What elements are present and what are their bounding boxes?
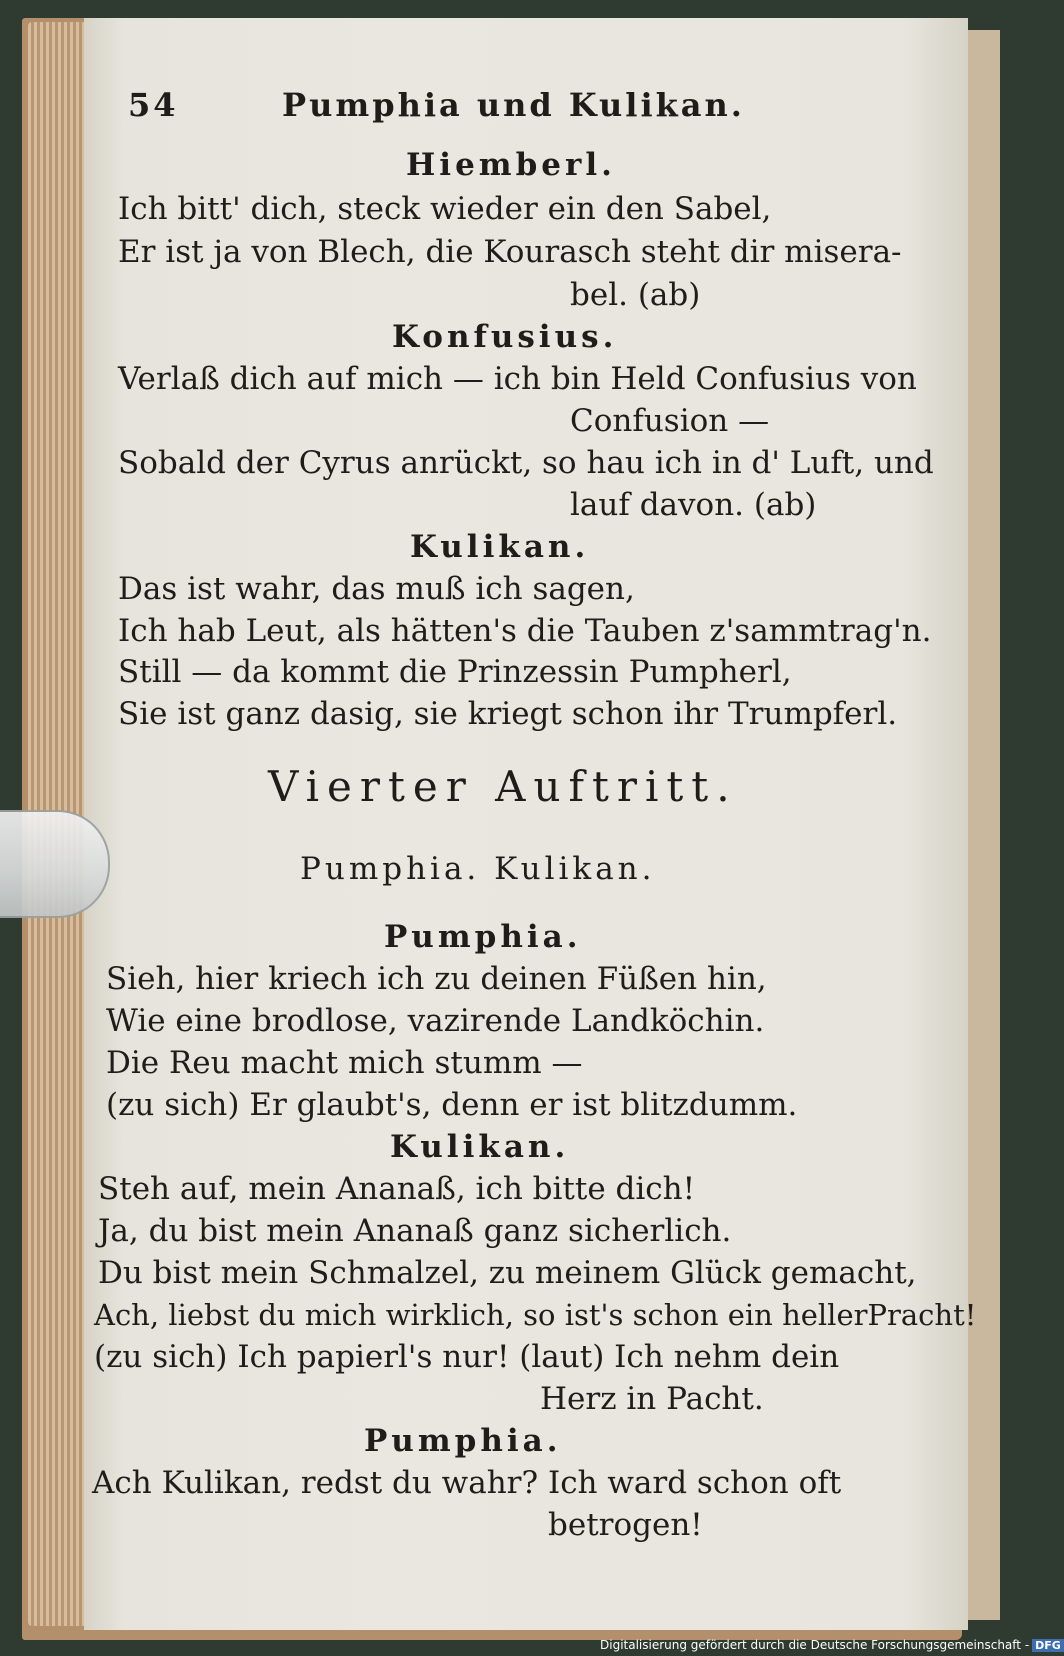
verse-line: Du bist mein Schmalzel, zu meinem Glück gemacht, [98,1255,917,1291]
verse-line: Ja, du bist mein Ananaß ganz sicherlich. [98,1213,732,1249]
speaker-name: Pumphia. [364,1423,562,1459]
digitization-credit [600,1638,1064,1652]
verse-line: (zu sich) Ich papierl's nur! (laut) Ich nehm dein [94,1339,840,1375]
verse-line: bel. (ab) [570,277,701,313]
speaker-name: Pumphia. [384,919,582,955]
verse-line: betrogen! [548,1507,703,1543]
verse-line: Das ist wahr, das muß ich sagen, [118,571,635,607]
verse-line: (zu sich) Er glaubt's, denn er ist blitzdumm. [106,1087,798,1123]
speaker-name: Konfusius. [392,319,618,355]
verse-line: Sie ist ganz dasig, sie kriegt schon ihr Trumpferl. [118,696,898,732]
verse-line: Herz in Pacht. [540,1381,764,1417]
verse-line: Ach Kulikan, redst du wahr? Ich ward schon oft [92,1465,842,1501]
verse-line: Confusion — [570,403,770,439]
verse-line: Wie eine brodlose, vazirende Landköchin. [106,1003,765,1039]
verse-line: Sobald der Cyrus anrückt, so hau ich in d' Luft, und [118,445,934,481]
verse-line: lauf davon. (ab) [570,487,817,523]
verse-line: Verlaß dich auf mich — ich bin Held Confusius von [118,361,917,397]
scene-heading: Vierter Auftritt. [268,762,738,811]
verse-line: Er ist ja von Blech, die Kourasch steht dir misera- [118,234,902,270]
facing-page-edge [968,30,1000,1620]
speaker-name: Hiemberl. [406,147,616,183]
running-head: Pumphia und Kulikan. [282,86,745,124]
verse-line: Ich bitt' dich, steck wieder ein den Sabel, [118,191,772,227]
scene-cast: Pumphia. Kulikan. [300,851,656,887]
verse-line: Sieh, hier kriech ich zu deinen Füßen hin, [106,961,767,997]
dfg-logo: DFG [1032,1639,1064,1652]
verse-line: Ach, liebst du mich wirklich, so ist's schon ein hellerPracht! [94,1298,977,1332]
speaker-name: Kulikan. [410,529,590,565]
verse-line: Still — da kommt die Prinzessin Pumpherl, [118,654,792,690]
credit-text: Digitalisierung gefördert durch die Deutsche Forschungsgemeinschaft - [600,1638,1030,1652]
verse-line: Steh auf, mein Ananaß, ich bitte dich! [98,1171,696,1207]
page-number: 54 [128,86,179,124]
verse-line: Die Reu macht mich stumm — [106,1045,583,1081]
page-clip [0,810,110,918]
speaker-name: Kulikan. [390,1129,570,1165]
verse-line: Ich hab Leut, als hätten's die Tauben z'sammtrag'n. [118,613,932,649]
